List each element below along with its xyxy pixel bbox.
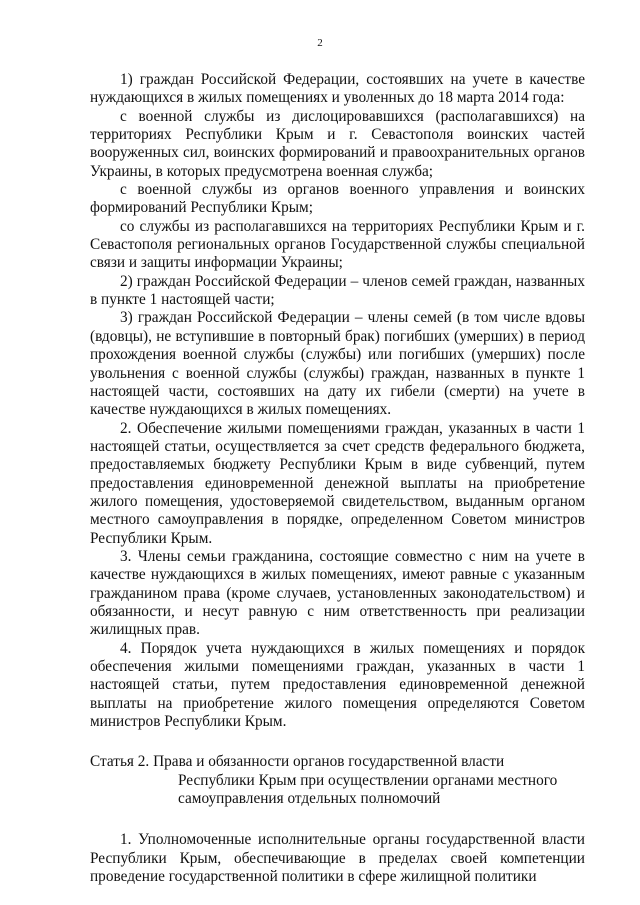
article-title-line-3: самоуправления отдельных полномочий [178, 790, 441, 808]
paragraph-part-3: 3. Члены семьи гражданина, состоящие совместно с ним на учете в качестве нуждающихся в жилых помещениях, имеют равные с указанным гражданином права (кроме случаев, установленных законодательством) и обязанности, и несут равную с ним ответственность при реализации жилищных прав. [90, 547, 585, 639]
paragraph-citizens-item-3: 3) граждан Российской Федерации – члены семей (в том числе вдовы (вдовцы), не вступившие в повторный брак) погибших (умерших) в период прохождения военной службы (службы) или погибших (умерших) после увольнения с военной службы (службы) граждан, названных в пункте 1 настоящей части, состоявших на дату их гибели (смерти) на учете в качестве нуждающихся в жилых помещениях. [90, 309, 585, 419]
paragraph-article-2-part-1: 1. Уполномоченные исполнительные органы государственной власти Республики Крым, обеспечивающие в пределах своей компетенции проведение государственной политики в сфере жилищной политики [90, 831, 585, 886]
page-number: 2 [317, 37, 323, 49]
paragraph-military-service-crimea: с военной службы из органов военного управления и воинских формирований Республики Крым; [90, 181, 585, 217]
paragraph-special-communications-service: со службы из располагавшихся на территориях Республики Крым и г. Севастополя региональных органов Государственной службы специальной связи и защиты информации Украины; [90, 217, 585, 272]
article-title-line-2: Республики Крым при осуществлении органами местного [178, 771, 558, 789]
article-title-line-1: Права и обязанности органов государственной власти [153, 753, 505, 771]
document-body [90, 71, 585, 886]
paragraph-part-2: 2. Обеспечение жилыми помещениями граждан, указанных в части 1 настоящей статьи, осуществляется за счет средств федерального бюджета, предоставляемых бюджету Республики Крым в виде субвенций, путем предоставления единовременной денежной выплаты на приобретение жилого помещения, удостоверяемой свидетельством, выданным органом местного самоуправления в порядке, определенном Советом министров Республики Крым. [90, 419, 585, 547]
paragraph-part-4: 4. Порядок учета нуждающихся в жилых помещениях и порядок обеспечения жилыми помещениями граждан, указанных в части 1 настоящей статьи, путем предоставления единовременной денежной выплаты на приобретение жилого помещения определяются Советом министров Республики Крым. [90, 639, 585, 731]
article-number: Статья 2. [90, 753, 154, 771]
paragraph-military-service-ukraine: с военной службы из дислоцировавшихся (располагавшихся) на территориях Республики Крым и г. Севастополя воинских частей вооруженных сил, воинских формирований и правоохранительных органов Украины, в которых предусмотрена военная служба; [90, 107, 585, 180]
paragraph-citizens-item-2: 2) граждан Российской Федерации – членов семей граждан, названных в пункте 1 настоящей части; [90, 272, 585, 309]
paragraph-citizens-item-1: 1) граждан Российской Федерации, состоявших на учете в качестве нуждающихся в жилых помещениях и уволенных до 18 марта 2014 года: [90, 71, 585, 107]
article-heading [90, 753, 585, 808]
